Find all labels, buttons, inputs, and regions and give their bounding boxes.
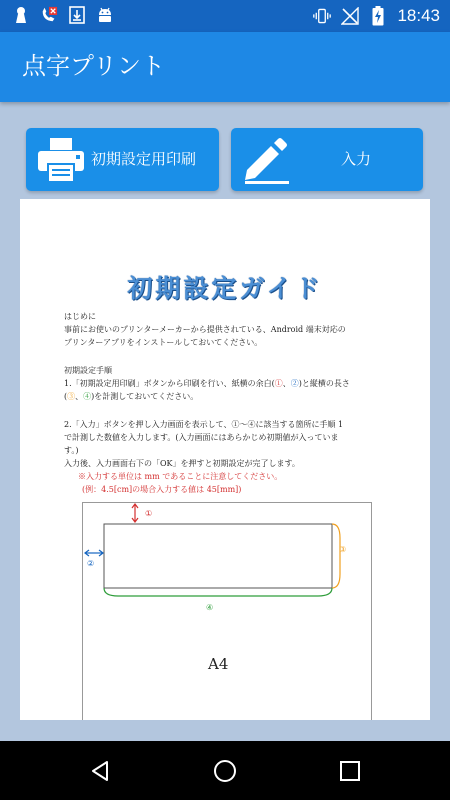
- margin-marker-1: ①: [274, 379, 283, 388]
- android-icon: [96, 6, 114, 24]
- length-marker-3: ③: [67, 392, 76, 401]
- unit-example: (例：4.5[cm]の場合入力する値は 45[mm]): [82, 485, 242, 494]
- vibrate-icon: [313, 7, 331, 25]
- step1-text: )と縦横の長さ: [298, 379, 350, 388]
- intro-line: プリンターアプリをインストールしておいてください。: [64, 338, 263, 347]
- step1-line: [64, 390, 198, 403]
- guide-title: 初期設定ガイド: [127, 274, 323, 303]
- paper-diagram: [82, 502, 372, 720]
- no-signal-icon: [341, 7, 359, 25]
- guide-document: [20, 199, 430, 720]
- diagram-label-1: ①: [145, 509, 153, 518]
- battery-charging-icon: [369, 7, 387, 25]
- home-icon[interactable]: [211, 757, 239, 785]
- margin-marker-2: ②: [290, 379, 299, 388]
- print-setup-label: 初期設定用印刷: [91, 150, 197, 168]
- diagram-label-3: ③: [339, 545, 347, 554]
- download-icon: [68, 6, 86, 24]
- clock: 18:43: [397, 6, 440, 25]
- app-title: 点字プリント: [22, 52, 166, 80]
- input-label: 入力: [341, 150, 372, 168]
- step1-separator: 、: [282, 379, 291, 388]
- unit-note: ※入力する単位は mm であることに注意してください。: [78, 472, 283, 481]
- input-button[interactable]: [231, 128, 423, 191]
- step1-separator: 、: [75, 392, 84, 401]
- diagram-label-2: ②: [87, 559, 95, 568]
- intro-heading: はじめに: [64, 312, 96, 321]
- status-bar: [0, 0, 450, 32]
- back-icon[interactable]: [86, 757, 114, 785]
- step2-line: す。): [64, 446, 79, 455]
- diagram-label-4: ④: [206, 603, 214, 612]
- step2-line: で計測した数値を入力します。(入力画面にはあらかじめ初期値が入っていま: [64, 433, 339, 442]
- steps-heading: 初期設定手順: [64, 366, 112, 375]
- step1-text: 1.「初期設定用印刷」ボタンから印刷を行い、紙横の余白(: [64, 379, 275, 388]
- step2-line: 入力後、入力画面右下の「OK」を押すと初期設定が完了します。: [64, 459, 300, 468]
- step1-text: )を計測しておいてください。: [91, 392, 199, 401]
- paper-size-label: A4: [208, 655, 229, 673]
- step1-text: (: [64, 392, 68, 401]
- step1-line: [64, 377, 350, 390]
- keyhole-icon: [12, 6, 30, 24]
- print-setup-button[interactable]: [26, 128, 219, 191]
- app-bar: [0, 32, 450, 102]
- step2-line: 2.「入力」ボタンを押し入力画面を表示して、①〜④に該当する箇所に手順 1: [64, 420, 344, 429]
- intro-line: 事前にお使いのプリンターメーカーから提供されている、Android 端末対応の: [64, 325, 346, 334]
- length-marker-4: ④: [83, 392, 92, 401]
- recents-icon[interactable]: [336, 757, 364, 785]
- navigation-bar: [0, 741, 450, 800]
- printer-icon: [38, 138, 84, 186]
- pencil-icon: [241, 136, 291, 188]
- missed-call-icon: [40, 6, 58, 24]
